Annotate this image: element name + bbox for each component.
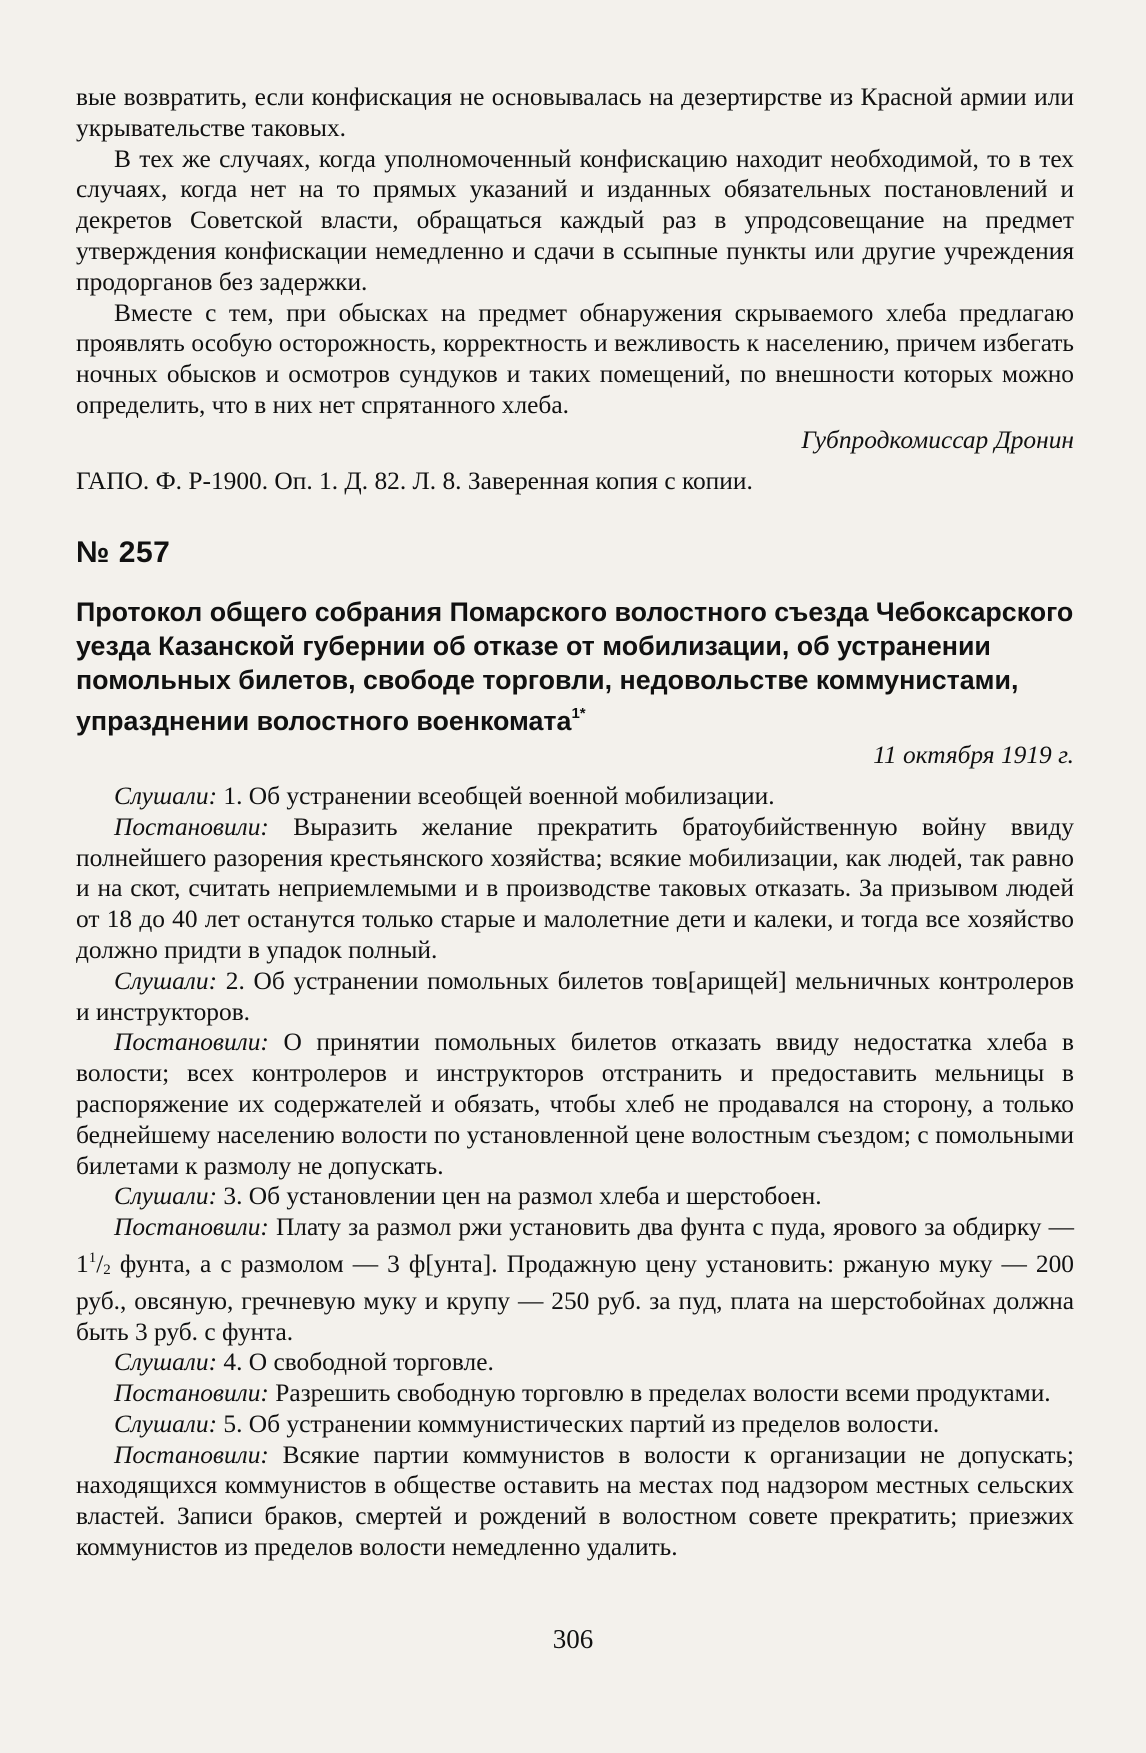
fraction-denominator: 2 (103, 1261, 111, 1278)
document-date: 11 октября 1919 г. (873, 741, 1074, 770)
heard-label: Слушали: (114, 1409, 218, 1438)
resolved-item (76, 1212, 1074, 1347)
resolved-item (76, 1440, 1074, 1563)
fraction (89, 1250, 111, 1278)
document-title-text: Протокол общего собрания Помарского волостного съезда Чебоксарского уезда Казанской губернии об отказе от мобилизации, об устранении помольных билетов, свободе торговли, недовольстве коммунистами, упразднении волостного военкомата (76, 597, 1074, 737)
paragraph: вые возвратить, если конфискация не основывалась на дезертирстве из Красной армии или укрывательстве таковых. (76, 83, 1074, 142)
fraction-slash: / (96, 1249, 104, 1278)
resolved-label: Постановили: (114, 1379, 269, 1408)
heard-label: Слушали: (114, 1348, 218, 1377)
heard-text: 1. Об устранении всеобщей военной мобилизации. (217, 781, 775, 810)
signature: Губпродкомиссар Дронин (801, 425, 1074, 454)
resolved-item (76, 1378, 1074, 1409)
archive-source: ГАПО. Ф. Р-1900. Оп. 1. Д. 82. Л. 8. Заверенная копия с копии. (76, 466, 753, 495)
heard-text: 4. О свободной торговле. (217, 1348, 494, 1377)
heard-text: 3. Об установлении цен на размол хлеба и шерстобоен. (217, 1182, 822, 1211)
resolved-label: Постановили: (114, 1028, 269, 1057)
paragraph: В тех же случаях, когда уполномоченный конфискацию находит необходимой, то в тех случаях, когда нет на то прямых указаний и изданных обязательных постановлений и декретов Советской власти, обращаться каждый раз в упродсовещание на предмет утверждения конфискации немедленно и сдачи в ссыпные пункты или другие учреждения продорганов без задержки. (76, 144, 1074, 296)
resolved-label: Постановили: (114, 1440, 269, 1469)
document-title (76, 595, 1074, 738)
resolved-text: Выразить желание прекратить братоубийственную войну ввиду полнейшего разорения крестьянского хозяйства; всякие мобилизации, как людей, так равно и на скот, считать неприемлемыми и в производстве таковых отказать. За призывом людей от 18 до 40 лет останутся только старые и малолетние дети и калеки, и тогда все хозяйство должно придти в упадок полный. (76, 812, 1074, 964)
resolved-text: О принятии помольных билетов отказать ввиду недостатка хлеба в волости; всех контролеров и инструкторов отстранить и предоставить мельницы в распоряжение их содержателей и обязать, чтобы хлеб не продавался на сторону, а только беднейшему населению волости по установленной цене волостным съездом; с помольными билетами к размолу не допускать. (76, 1028, 1074, 1180)
heard-item (76, 1181, 1074, 1212)
resolved-text: Всякие партии коммунистов в волости к организации не допускать; находящихся коммунистов в обществе оставить на местах под надзором местных сельских властей. Записи браков, смертей и рождений в волостном совете прекратить; приезжих коммунистов из пределов волости немедленно удалить. (76, 1440, 1074, 1562)
resolved-item (76, 1027, 1074, 1181)
heard-text: 5. Об устранении коммунистических партий из пределов волости. (217, 1409, 940, 1438)
page-number: 306 (552, 1624, 594, 1654)
document-number: № 257 (76, 536, 171, 570)
resolved-item (76, 812, 1074, 966)
heard-text: 2. Об устранении помольных билетов тов[арищей] мельничных контролеров и инструкторов. (76, 966, 1074, 1026)
resolved-text: Разрешить свободную торговлю в пределах волости всеми продуктами. (268, 1379, 1051, 1408)
paragraph: Вместе с тем, при обысках на предмет обнаружения скрываемого хлеба предлагаю проявлять особую осторожность, корректность и вежливость к населению, причем избегать ночных обысков и осмотров сундуков и таких помещений, по внешности которых можно определить, что в них нет спрятанного хлеба. (76, 298, 1074, 419)
heard-label: Слушали: (114, 781, 218, 810)
fraction-numerator: 1 (88, 1249, 97, 1266)
resolved-label: Постановили: (114, 812, 269, 841)
document-body (76, 82, 1074, 1563)
resolved-label: Постановили: (114, 1213, 269, 1242)
heard-label: Слушали: (114, 966, 218, 995)
heard-label: Слушали: (114, 1182, 218, 1211)
heard-item (76, 966, 1074, 1028)
resolved-text: фунта, а с размолом — 3 ф[унта]. Продажную цену установить: ржаную муку — 200 руб., овсяную, гречневую муку и крупу — 250 руб. за пуд, плата на шерстобойнах должна быть 3 руб. с фунта. (76, 1249, 1074, 1346)
heard-item (76, 1409, 1074, 1440)
heard-item (76, 781, 1074, 812)
footnote-marker: 1* (571, 705, 586, 723)
heard-item (76, 1347, 1074, 1378)
resolved-text: Плату за размол ржи установить два фунта с пуда, ярового за обдирку — 1 (76, 1213, 1074, 1278)
